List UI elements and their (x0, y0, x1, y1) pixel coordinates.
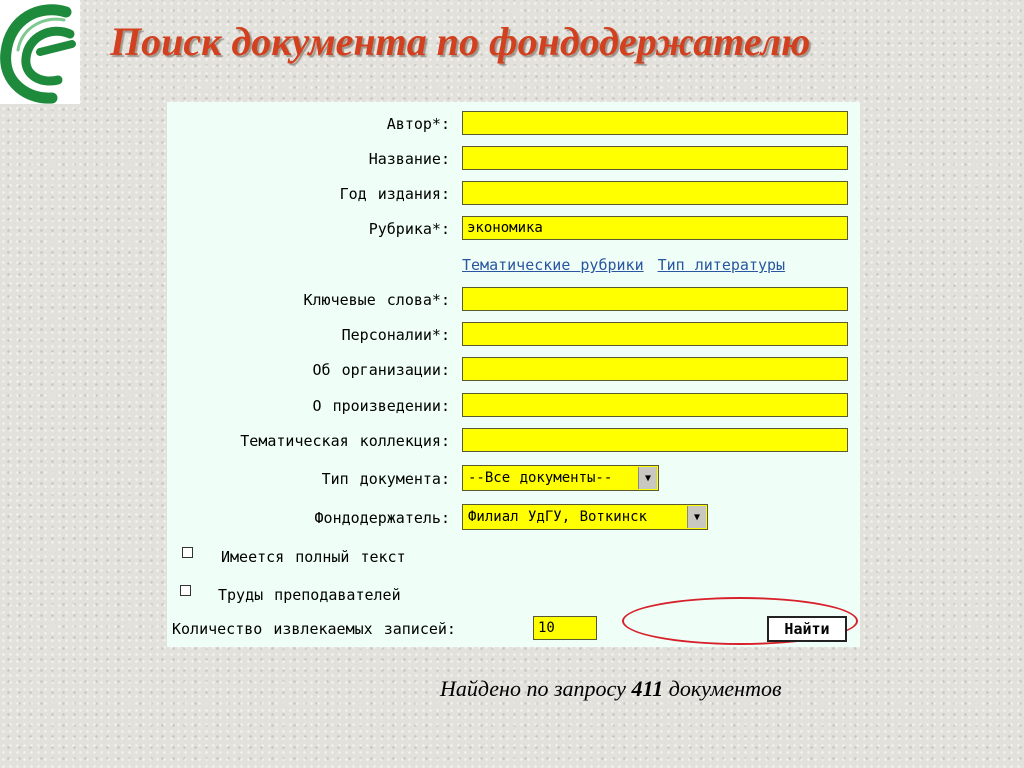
count-input[interactable] (533, 616, 597, 640)
rubric-label: Рубрика*: (368, 220, 450, 238)
university-logo (0, 0, 80, 104)
title-label: Название: (368, 150, 450, 168)
doc-type-select[interactable] (462, 465, 659, 491)
author-label: Автор*: (386, 115, 450, 133)
result-suffix: документов (668, 676, 782, 701)
holder-select[interactable] (462, 504, 708, 530)
full-text-label: Имеется полный текст (221, 548, 406, 566)
organization-label: Об организации: (312, 361, 450, 379)
persons-label: Персоналии*: (341, 326, 450, 344)
literature-type-link[interactable]: Тип литературы (657, 256, 786, 274)
holder-label: Фондодержатель: (314, 509, 450, 527)
search-button[interactable]: Найти (767, 616, 847, 642)
result-prefix: Найдено по запросу (440, 676, 626, 701)
collection-input[interactable] (462, 428, 848, 452)
count-label: Количество извлекаемых записей: (172, 620, 456, 638)
chevron-down-icon[interactable]: ▼ (638, 467, 657, 489)
teachers-works-label: Труды преподавателей (218, 586, 401, 604)
slide-title: Поиск документа по фондодержателю (110, 19, 811, 64)
keywords-label: Ключевые слова*: (303, 291, 450, 309)
result-text (440, 676, 782, 702)
work-input[interactable] (462, 393, 848, 417)
holder-value: Филиал УдГУ, Воткинск (468, 509, 648, 525)
doc-type-label: Тип документа: (321, 470, 450, 488)
doc-type-value: --Все документы-- (468, 470, 613, 486)
result-count: 411 (631, 676, 664, 701)
search-form (167, 102, 860, 647)
title-input[interactable] (462, 146, 848, 170)
year-input[interactable] (462, 181, 848, 205)
logo-emblem-icon (0, 0, 80, 104)
teachers-works-checkbox[interactable] (180, 585, 191, 596)
persons-input[interactable] (462, 322, 848, 346)
thematic-rubrics-link[interactable]: Тематические рубрики (462, 256, 644, 274)
keywords-input[interactable] (462, 287, 848, 311)
year-label: Год издания: (339, 185, 450, 203)
author-input[interactable] (462, 111, 848, 135)
work-label: О произведении: (312, 397, 450, 415)
chevron-down-icon[interactable]: ▼ (687, 506, 706, 528)
collection-label: Тематическая коллекция: (240, 432, 450, 450)
full-text-checkbox[interactable] (182, 547, 193, 558)
rubric-input[interactable] (462, 216, 848, 240)
rubric-links (462, 256, 785, 274)
organization-input[interactable] (462, 357, 848, 381)
